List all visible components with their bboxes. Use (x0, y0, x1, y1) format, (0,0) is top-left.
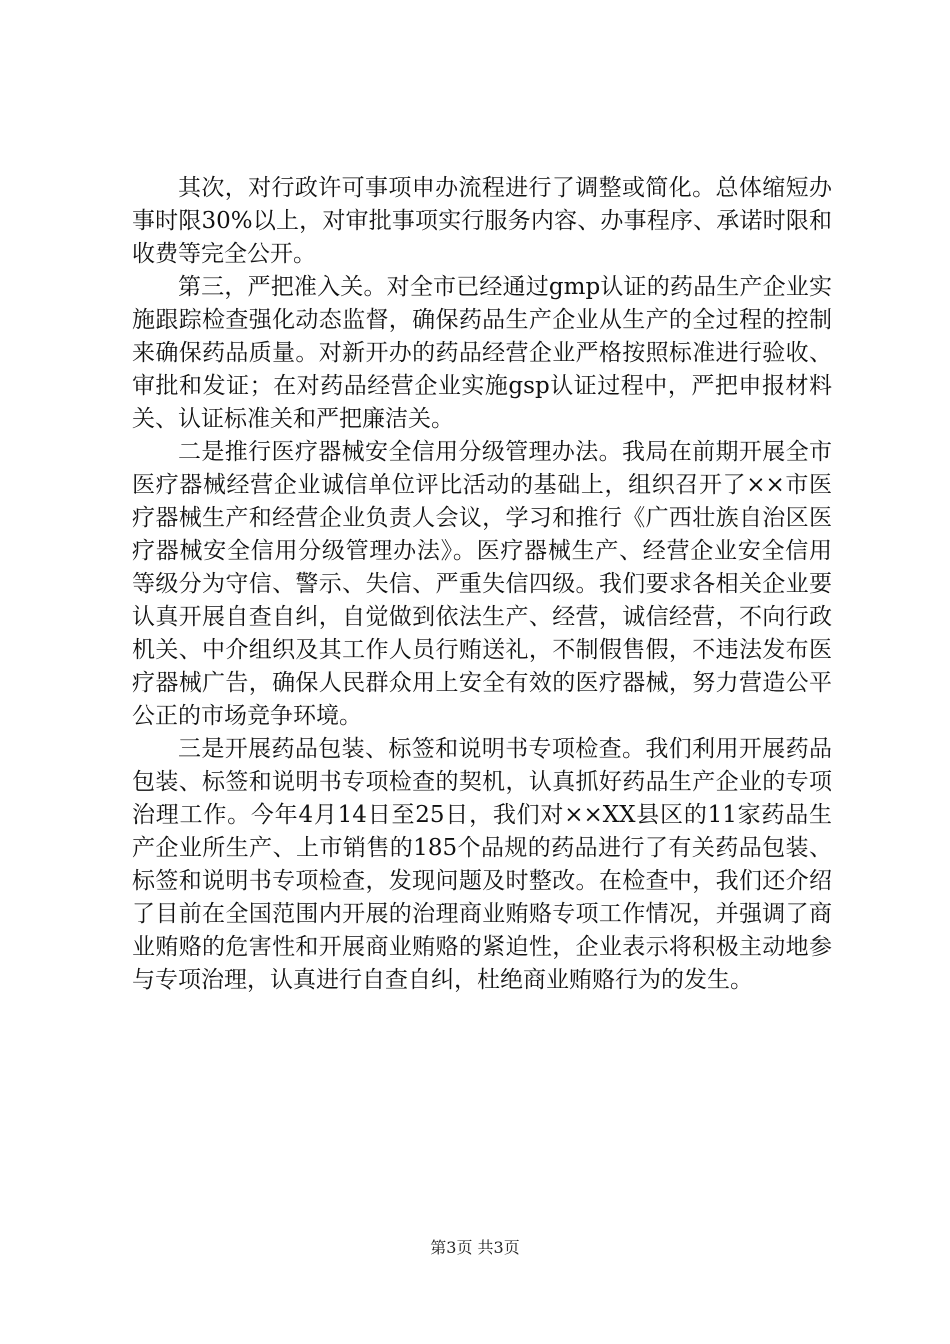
paragraph-packaging-inspection: 三是开展药品包装、标签和说明书专项检查。我们利用开展药品包装、标签和说明书专项检查的契机，认真抓好药品生产企业的专项治理工作。今年4月14日至25日，我们对××XX县区的11家药品生产企业所生产、上市销售的185个品规的药品进行了有关药品包装、标签和说明书专项检查，发现问题及时整改。在检查中，我们还介绍了目前在全国范围内开展的治理商业贿赂专项工作情况，并强调了商业贿赂的危害性和开展商业贿赂的紧迫性，企业表示将积极主动地参与专项治理，认真进行自查自纠，杜绝商业贿赂行为的发生。 (132, 736, 832, 993)
paragraph-simplify-procedures: 其次，对行政许可事项申办流程进行了调整或简化。总体缩短办事时限30%以上，对审批事项实行服务内容、办事程序、承诺时限和收费等完全公开。 (132, 175, 832, 267)
paragraph-market-access: 第三，严把准入关。对全市已经通过gmp认证的药品生产企业实施跟踪检查强化动态监督，确保药品生产企业从生产的全过程的控制来确保药品质量。对新开办的药品经营企业严格按照标准进行验收、审批和发证；在对药品经营企业实施gsp认证过程中，严把申报材料关、认证标准关和严把廉洁关。 (132, 274, 832, 432)
page-number-footer: 第3页 共3页 (430, 1238, 520, 1257)
document-body (132, 172, 832, 997)
paragraph-medical-device-credit: 二是推行医疗器械安全信用分级管理办法。我局在前期开展全市医疗器械经营企业诚信单位评比活动的基础上，组织召开了××市医疗器械生产和经营企业负责人会议，学习和推行《广西壮族自治区医疗器械安全信用分级管理办法》。医疗器械生产、经营企业安全信用等级分为守信、警示、失信、严重失信四级。我们要求各相关企业要认真开展自查自纠，自觉做到依法生产、经营，诚信经营，不向行政机关、中介组织及其工作人员行贿送礼，不制假售假，不违法发布医疗器械广告，确保人民群众用上安全有效的医疗器械，努力营造公平公正的市场竞争环境。 (132, 439, 832, 729)
